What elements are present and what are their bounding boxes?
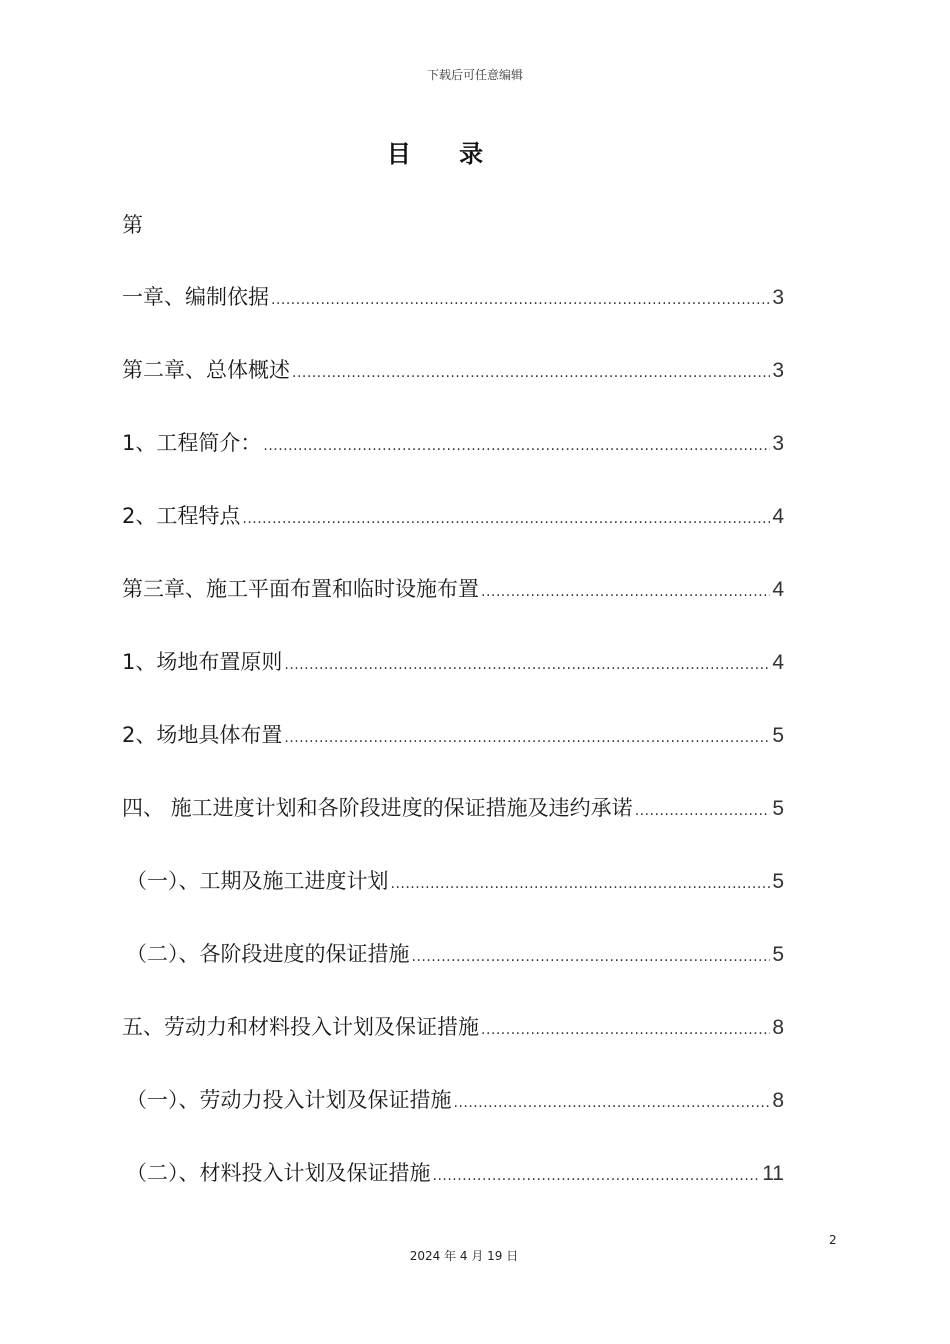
toc-dot-leader — [242, 503, 770, 535]
toc-entry-label: 1、场地布置原则 — [122, 650, 283, 674]
toc-dot-leader — [292, 357, 770, 389]
toc-entry-page: 3 — [772, 432, 784, 455]
toc-entry-label: （一）、劳动力投入计划及保证措施 — [126, 1088, 452, 1112]
toc-dot-leader — [284, 649, 770, 681]
toc-entry-page: 4 — [772, 578, 784, 601]
toc-entry-page: 3 — [772, 359, 784, 382]
toc-entry[interactable] — [122, 792, 784, 865]
toc-entry-page: 3 — [772, 286, 784, 309]
toc-dot-leader — [454, 1087, 771, 1119]
toc-entry-page: 8 — [772, 1016, 784, 1039]
toc-entry-label: （二）、材料投入计划及保证措施 — [126, 1161, 431, 1185]
toc-entry-page: 5 — [772, 943, 784, 966]
toc-entry[interactable] — [122, 281, 784, 354]
toc-entry[interactable] — [122, 1157, 784, 1230]
toc-entry[interactable] — [122, 646, 784, 719]
toc-first-line: 第 — [122, 213, 143, 237]
toc-entry-label: （一）、工期及施工进度计划 — [126, 869, 389, 893]
toc-entry[interactable] — [122, 573, 784, 646]
toc-entry-page: 4 — [772, 505, 784, 528]
toc-entry-label: 一章、编制依据 — [122, 285, 269, 309]
toc-entry[interactable] — [122, 1084, 784, 1157]
page-number: 2 — [829, 1233, 837, 1247]
toc-dot-leader — [635, 795, 771, 827]
toc-entry-label: 2、工程特点 — [122, 504, 241, 528]
toc-title: 目 录 — [386, 140, 504, 168]
toc-dot-leader — [412, 941, 771, 973]
toc-entry[interactable] — [122, 500, 784, 573]
toc-entry-page: 5 — [772, 797, 784, 820]
toc-entry[interactable] — [122, 1011, 784, 1084]
toc-entry[interactable] — [122, 719, 784, 792]
toc-entry-label: （二）、各阶段进度的保证措施 — [126, 942, 410, 966]
toc-dot-leader — [271, 284, 770, 316]
header-note: 下载后可任意编辑 — [426, 68, 523, 82]
toc-entry-page: 8 — [772, 1089, 784, 1112]
toc-entry[interactable] — [122, 865, 784, 938]
toc-entry-page: 5 — [772, 724, 784, 747]
toc-entry-label: 第二章、总体概述 — [122, 358, 290, 382]
footer-date: 2024 年 4 月 19 日 — [409, 1249, 519, 1263]
toc-entry-label: 1、工程简介： — [122, 431, 262, 455]
toc-dot-leader — [391, 868, 771, 900]
toc-dot-leader — [263, 430, 770, 462]
toc-entry[interactable] — [122, 938, 784, 1011]
toc-dot-leader — [433, 1160, 761, 1192]
toc-dot-leader — [481, 1014, 770, 1046]
toc-entry-label: 2、场地具体布置 — [122, 723, 283, 747]
toc-dot-leader — [284, 722, 770, 754]
toc-entry-page: 5 — [772, 870, 784, 893]
toc-entry-label: 四、 施工进度计划和各阶段进度的保证措施及违约承诺 — [122, 796, 633, 820]
toc-entry-page: 4 — [772, 651, 784, 674]
toc-dot-leader — [481, 576, 770, 608]
toc-entry-label: 第三章、施工平面布置和临时设施布置 — [122, 577, 479, 601]
toc-entry-page: 11 — [762, 1162, 784, 1185]
toc-list — [122, 281, 784, 1230]
toc-entry[interactable] — [122, 354, 784, 427]
toc-entry[interactable] — [122, 427, 784, 500]
toc-entry-label: 五、劳动力和材料投入计划及保证措施 — [122, 1015, 479, 1039]
